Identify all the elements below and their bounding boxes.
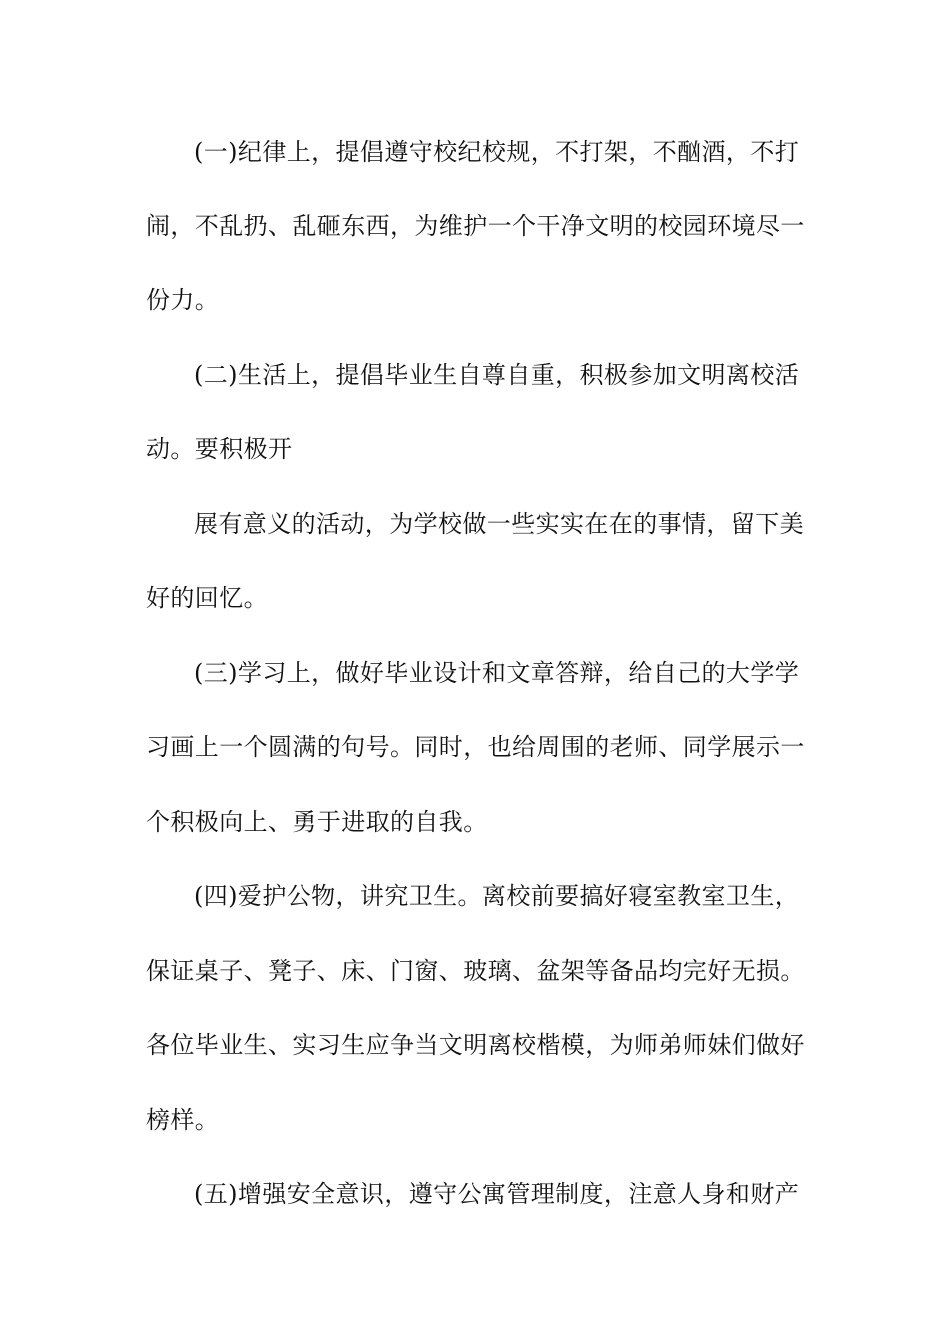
paragraph-4-line-3: 个积极向上、勇于进取的自我。 (146, 808, 488, 836)
paragraph-5-line-3: 各位毕业生、实习生应争当文明离校楷模，为师弟师妹们做好 (146, 1031, 805, 1059)
paragraph-5-line-1: (四)爱护公物，讲究卫生。离校前要搞好寝室教室卫生， (194, 882, 800, 910)
paragraph-1-line-3: 份力。 (146, 286, 220, 314)
paragraph-3-line-2: 好的回忆。 (146, 584, 268, 612)
paragraph-6-line-1: (五)增强安全意识，遵守公寓管理制度，注意人身和财产 (194, 1180, 800, 1208)
paragraph-2-line-1: (二)生活上，提倡毕业生自尊自重，积极参加文明离校活 (194, 361, 800, 389)
paragraph-3-line-1: 展有意义的活动，为学校做一些实实在在的事情，留下美 (194, 510, 804, 538)
paragraph-1-line-2: 闹，不乱扔、乱砸东西，为维护一个干净文明的校园环境尽一 (146, 212, 805, 240)
paragraph-4-line-1: (三)学习上，做好毕业设计和文章答辩，给自己的大学学 (194, 659, 800, 687)
paragraph-5-line-2: 保证桌子、凳子、床、门窗、玻璃、盆架等备品均完好无损。 (146, 957, 805, 985)
paragraph-4-line-2: 习画上一个圆满的句号。同时，也给周围的老师、同学展示一 (146, 733, 805, 761)
paragraph-5-line-4: 榜样。 (146, 1106, 220, 1134)
paragraph-2-line-2: 动。要积极开 (146, 435, 293, 463)
paragraph-1-line-1: (一)纪律上，提倡遵守校纪校规，不打架，不酗酒，不打 (194, 138, 800, 166)
